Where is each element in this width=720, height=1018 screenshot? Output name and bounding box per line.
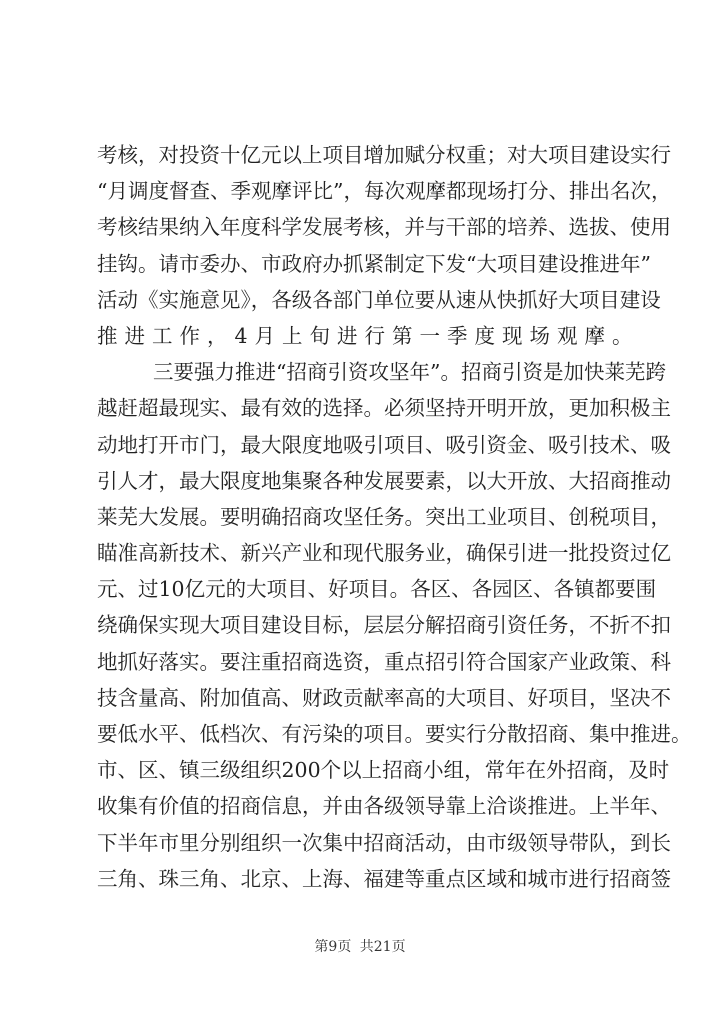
text-line: “月调度督查、季观摩评比”，每次观摩都现场打分、排出名次， bbox=[97, 179, 672, 204]
text-line: 要低水平、低档次、有污染的项目。要实行分散招商、集中推进。 bbox=[97, 722, 692, 746]
text-line: 下半年市里分别组织一次集中招商活动，由市级领导带队，到长 bbox=[97, 830, 671, 855]
text-line: 地抓好落实。要注重招商选资，重点招引符合国家产业政策、科 bbox=[97, 649, 671, 674]
text-line: 动地打开市门，最大限度地吸引项目、吸引资金、吸引技术、吸 bbox=[97, 432, 671, 457]
paragraph bbox=[97, 137, 672, 354]
text-line: 元、过10亿元的大项目、好项目。各区、各园区、各镇都要围 bbox=[97, 577, 657, 602]
text-line: 越赶超最现实、最有效的选择。必须坚持开明开放，更加积极主 bbox=[97, 396, 671, 421]
text-line: 考核，对投资十亿元以上项目增加赋分权重；对大项目建设实行 bbox=[97, 143, 671, 167]
text-line: 市、区、镇三级组织200个以上招商小组，常年在外招商，及时 bbox=[97, 758, 670, 783]
text-line: 莱芜大发展。要明确招商攻坚任务。突出工业项目、创税项目， bbox=[97, 504, 671, 529]
text-line: 引人才，最大限度地集聚各种发展要素，以大开放、大招商推动 bbox=[97, 468, 671, 493]
text-line: 考核结果纳入年度科学发展考核，并与干部的培养、选拔、使用 bbox=[97, 215, 671, 240]
document-body bbox=[97, 137, 692, 897]
text-line: 三角、珠三角、北京、上海、福建等重点区域和城市进行招商签 bbox=[97, 866, 671, 891]
paragraph bbox=[97, 354, 692, 897]
page-number-footer: 第9页 共21页 bbox=[314, 939, 406, 955]
text-line: 瞄准高新技术、新兴产业和现代服务业，确保引进一批投资过亿 bbox=[97, 541, 671, 566]
text-line: 挂钩。请市委办、市政府办抓紧制定下发“大项目建设推进年” bbox=[97, 251, 651, 276]
text-line: 技含量高、附加值高、财政贡献率高的大项目、好项目，坚决不 bbox=[97, 685, 671, 710]
text-line: 活动《实施意见》，各级各部门单位要从速从快抓好大项目建设 bbox=[97, 287, 661, 312]
text-line: 推进工作，4月上旬进行第一季度现场观摩。 bbox=[97, 323, 640, 348]
text-line: 三要强力推进“招商引资攻坚年”。招商引资是加快莱芜跨 bbox=[153, 360, 666, 385]
text-line: 收集有价值的招商信息，并由各级领导靠上洽谈推进。上半年、 bbox=[97, 794, 671, 819]
text-line: 绕确保实现大项目建设目标，层层分解招商引资任务，不折不扣 bbox=[97, 613, 671, 638]
